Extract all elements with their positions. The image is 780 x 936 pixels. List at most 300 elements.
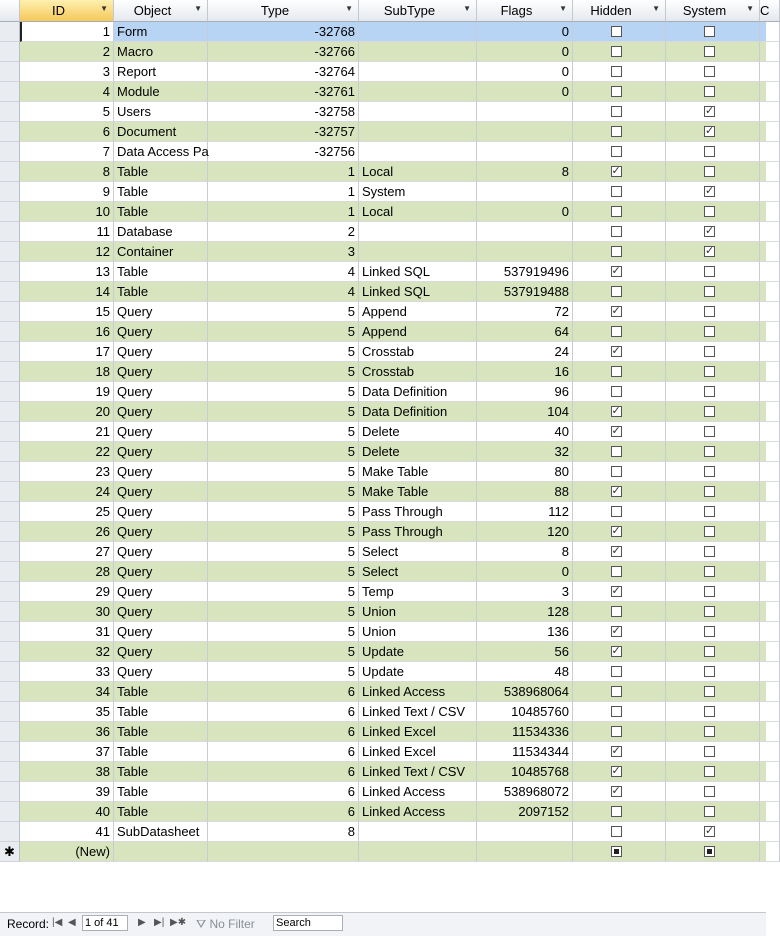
- cell-subtype[interactable]: Pass Through: [359, 522, 477, 542]
- hidden-checkbox[interactable]: [611, 86, 622, 97]
- cell-id[interactable]: 23: [20, 462, 114, 482]
- hidden-checkbox[interactable]: [611, 666, 622, 677]
- system-checkbox[interactable]: [704, 186, 715, 197]
- hidden-checkbox[interactable]: [611, 226, 622, 237]
- cell-type[interactable]: 4: [208, 262, 359, 282]
- cell-object[interactable]: Query: [114, 542, 208, 562]
- row-selector[interactable]: [0, 62, 20, 82]
- cell-type[interactable]: 5: [208, 562, 359, 582]
- cell-subtype[interactable]: Crosstab: [359, 362, 477, 382]
- cell-flags[interactable]: 10485768: [477, 762, 573, 782]
- search-input[interactable]: Search: [273, 915, 343, 931]
- row-selector[interactable]: [0, 282, 20, 302]
- hidden-checkbox[interactable]: [611, 746, 622, 757]
- row-selector[interactable]: [0, 602, 20, 622]
- next-record-icon[interactable]: ▶: [138, 917, 146, 928]
- cell-subtype[interactable]: [359, 42, 477, 62]
- cell-subtype[interactable]: Union: [359, 602, 477, 622]
- cell-type[interactable]: 5: [208, 302, 359, 322]
- cell-id[interactable]: 34: [20, 682, 114, 702]
- cell-system[interactable]: [666, 222, 760, 242]
- column-dropdown-icon[interactable]: ▼: [345, 4, 353, 13]
- row-selector[interactable]: [0, 522, 20, 542]
- cell-c[interactable]: [760, 62, 780, 82]
- system-checkbox[interactable]: [704, 506, 715, 517]
- cell-system[interactable]: [666, 422, 760, 442]
- cell-type[interactable]: 6: [208, 682, 359, 702]
- cell-system[interactable]: [666, 702, 760, 722]
- cell-id[interactable]: 31: [20, 622, 114, 642]
- table-row[interactable]: [20, 662, 766, 682]
- hidden-checkbox[interactable]: [611, 106, 622, 117]
- cell-flags[interactable]: 32: [477, 442, 573, 462]
- cell-id[interactable]: 11: [20, 222, 114, 242]
- cell-type[interactable]: 6: [208, 742, 359, 762]
- row-selector[interactable]: [0, 82, 20, 102]
- cell-system[interactable]: [666, 362, 760, 382]
- cell-hidden[interactable]: [573, 442, 666, 462]
- row-selector[interactable]: [0, 102, 20, 122]
- cell-hidden[interactable]: [573, 742, 666, 762]
- cell-hidden[interactable]: [573, 62, 666, 82]
- table-row[interactable]: [20, 82, 766, 102]
- row-selector[interactable]: [0, 342, 20, 362]
- cell-flags[interactable]: 8: [477, 542, 573, 562]
- hidden-checkbox[interactable]: [611, 566, 622, 577]
- system-checkbox[interactable]: [704, 786, 715, 797]
- hidden-checkbox[interactable]: [611, 66, 622, 77]
- row-selector[interactable]: [0, 142, 20, 162]
- cell-object[interactable]: Query: [114, 402, 208, 422]
- cell-flags[interactable]: 3: [477, 582, 573, 602]
- cell-type[interactable]: 5: [208, 422, 359, 442]
- cell-type[interactable]: 6: [208, 722, 359, 742]
- cell-c[interactable]: [760, 162, 780, 182]
- cell-hidden[interactable]: [573, 302, 666, 322]
- cell-system[interactable]: [666, 842, 760, 862]
- cell-flags[interactable]: 538968072: [477, 782, 573, 802]
- hidden-checkbox[interactable]: [611, 466, 622, 477]
- cell-subtype[interactable]: Select: [359, 542, 477, 562]
- system-checkbox[interactable]: [704, 586, 715, 597]
- table-row[interactable]: [20, 582, 766, 602]
- system-checkbox[interactable]: [704, 46, 715, 57]
- cell-id[interactable]: 2: [20, 42, 114, 62]
- cell-flags[interactable]: 0: [477, 42, 573, 62]
- cell-subtype[interactable]: Local: [359, 162, 477, 182]
- cell-system[interactable]: [666, 762, 760, 782]
- hidden-checkbox[interactable]: [611, 166, 622, 177]
- column-header-c[interactable]: [760, 0, 780, 22]
- cell-flags[interactable]: 104: [477, 402, 573, 422]
- cell-subtype[interactable]: Linked Access: [359, 682, 477, 702]
- table-row[interactable]: [20, 482, 766, 502]
- cell-system[interactable]: [666, 302, 760, 322]
- hidden-checkbox[interactable]: [611, 186, 622, 197]
- table-row[interactable]: [20, 782, 766, 802]
- system-checkbox[interactable]: [704, 626, 715, 637]
- cell-c[interactable]: [760, 302, 780, 322]
- cell-system[interactable]: [666, 502, 760, 522]
- cell-c[interactable]: [760, 282, 780, 302]
- cell-hidden[interactable]: [573, 622, 666, 642]
- cell-type[interactable]: -32766: [208, 42, 359, 62]
- cell-object[interactable]: Query: [114, 502, 208, 522]
- cell-subtype[interactable]: [359, 22, 477, 42]
- cell-flags[interactable]: [477, 222, 573, 242]
- table-row[interactable]: [20, 242, 766, 262]
- cell-hidden[interactable]: [573, 202, 666, 222]
- cell-system[interactable]: [666, 122, 760, 142]
- cell-system[interactable]: [666, 22, 760, 42]
- cell-flags[interactable]: 16: [477, 362, 573, 382]
- column-dropdown-icon[interactable]: ▼: [652, 4, 660, 13]
- cell-system[interactable]: [666, 622, 760, 642]
- cell-id[interactable]: 13: [20, 262, 114, 282]
- cell-subtype[interactable]: Temp: [359, 582, 477, 602]
- system-checkbox[interactable]: [704, 166, 715, 177]
- system-checkbox[interactable]: [704, 286, 715, 297]
- cell-c[interactable]: [760, 102, 780, 122]
- cell-c[interactable]: [760, 342, 780, 362]
- column-dropdown-icon[interactable]: ▼: [194, 4, 202, 13]
- cell-hidden[interactable]: [573, 362, 666, 382]
- cell-flags[interactable]: 48: [477, 662, 573, 682]
- cell-object[interactable]: Query: [114, 462, 208, 482]
- cell-system[interactable]: [666, 382, 760, 402]
- cell-flags[interactable]: 0: [477, 562, 573, 582]
- cell-hidden[interactable]: [573, 482, 666, 502]
- table-row[interactable]: [20, 462, 766, 482]
- cell-subtype[interactable]: Update: [359, 662, 477, 682]
- cell-flags[interactable]: [477, 142, 573, 162]
- hidden-checkbox[interactable]: [611, 446, 622, 457]
- hidden-checkbox[interactable]: [611, 766, 622, 777]
- cell-id[interactable]: 14: [20, 282, 114, 302]
- system-checkbox[interactable]: [704, 206, 715, 217]
- cell-id[interactable]: 27: [20, 542, 114, 562]
- new-record-icon[interactable]: ▶✱: [170, 917, 187, 928]
- cell-id[interactable]: 30: [20, 602, 114, 622]
- hidden-checkbox[interactable]: [611, 726, 622, 737]
- cell-object[interactable]: Query: [114, 562, 208, 582]
- cell-type[interactable]: -32768: [208, 22, 359, 42]
- cell-object[interactable]: Table: [114, 162, 208, 182]
- cell-flags[interactable]: 96: [477, 382, 573, 402]
- cell-flags[interactable]: 8: [477, 162, 573, 182]
- column-header-hidden[interactable]: [573, 0, 666, 22]
- cell-c[interactable]: [760, 82, 780, 102]
- column-header-id[interactable]: [20, 0, 114, 22]
- cell-type[interactable]: 5: [208, 602, 359, 622]
- hidden-checkbox[interactable]: [611, 326, 622, 337]
- cell-system[interactable]: [666, 202, 760, 222]
- hidden-checkbox[interactable]: [611, 306, 622, 317]
- cell-flags[interactable]: 11534336: [477, 722, 573, 742]
- row-selector[interactable]: [0, 542, 20, 562]
- cell-hidden[interactable]: [573, 102, 666, 122]
- cell-type[interactable]: -32758: [208, 102, 359, 122]
- cell-hidden[interactable]: [573, 242, 666, 262]
- cell-id[interactable]: 41: [20, 822, 114, 842]
- cell-subtype[interactable]: Append: [359, 302, 477, 322]
- cell-c[interactable]: [760, 402, 780, 422]
- row-selector[interactable]: [0, 362, 20, 382]
- cell-system[interactable]: [666, 602, 760, 622]
- cell-hidden[interactable]: [573, 402, 666, 422]
- hidden-checkbox[interactable]: [611, 26, 622, 37]
- cell-type[interactable]: 5: [208, 662, 359, 682]
- table-row[interactable]: [20, 182, 766, 202]
- cell-flags[interactable]: 64: [477, 322, 573, 342]
- cell-id[interactable]: 15: [20, 302, 114, 322]
- cell-flags[interactable]: [477, 122, 573, 142]
- table-row[interactable]: [20, 562, 766, 582]
- hidden-checkbox[interactable]: [611, 206, 622, 217]
- cell-subtype[interactable]: Update: [359, 642, 477, 662]
- row-selector[interactable]: [0, 182, 20, 202]
- cell-subtype[interactable]: [359, 102, 477, 122]
- system-checkbox[interactable]: [704, 326, 715, 337]
- hidden-checkbox[interactable]: [611, 366, 622, 377]
- row-selector[interactable]: [0, 42, 20, 62]
- cell-flags[interactable]: 136: [477, 622, 573, 642]
- cell-id[interactable]: 18: [20, 362, 114, 382]
- cell-object[interactable]: Query: [114, 522, 208, 542]
- cell-subtype[interactable]: Delete: [359, 442, 477, 462]
- cell-type[interactable]: -32761: [208, 82, 359, 102]
- cell-c[interactable]: [760, 322, 780, 342]
- cell-type[interactable]: -32756: [208, 142, 359, 162]
- system-checkbox[interactable]: [704, 486, 715, 497]
- cell-type[interactable]: 5: [208, 322, 359, 342]
- system-checkbox[interactable]: [704, 746, 715, 757]
- table-row[interactable]: [20, 342, 766, 362]
- cell-system[interactable]: [666, 182, 760, 202]
- cell-hidden[interactable]: [573, 502, 666, 522]
- row-selector[interactable]: [0, 582, 20, 602]
- cell-flags[interactable]: 537919488: [477, 282, 573, 302]
- cell-subtype[interactable]: Linked Excel: [359, 722, 477, 742]
- cell-c[interactable]: [760, 482, 780, 502]
- cell-hidden[interactable]: [573, 82, 666, 102]
- cell-id[interactable]: 19: [20, 382, 114, 402]
- row-selector[interactable]: [0, 422, 20, 442]
- table-row[interactable]: [20, 302, 766, 322]
- table-row[interactable]: [20, 362, 766, 382]
- cell-type[interactable]: 5: [208, 462, 359, 482]
- cell-c[interactable]: [760, 622, 780, 642]
- cell-system[interactable]: [666, 542, 760, 562]
- system-checkbox[interactable]: [704, 26, 715, 37]
- row-selector[interactable]: [0, 222, 20, 242]
- cell-subtype[interactable]: Data Definition: [359, 402, 477, 422]
- cell-system[interactable]: [666, 682, 760, 702]
- hidden-checkbox[interactable]: [611, 706, 622, 717]
- row-selector[interactable]: [0, 622, 20, 642]
- row-selector[interactable]: [0, 742, 20, 762]
- row-selector[interactable]: [0, 402, 20, 422]
- cell-c[interactable]: [760, 422, 780, 442]
- system-checkbox[interactable]: [704, 646, 715, 657]
- cell-subtype[interactable]: Append: [359, 322, 477, 342]
- cell-subtype[interactable]: [359, 822, 477, 842]
- table-row[interactable]: [20, 22, 766, 42]
- hidden-checkbox[interactable]: [611, 346, 622, 357]
- cell-flags[interactable]: 0: [477, 202, 573, 222]
- cell-object[interactable]: Query: [114, 582, 208, 602]
- row-selector[interactable]: [0, 322, 20, 342]
- hidden-checkbox[interactable]: [611, 286, 622, 297]
- cell-type[interactable]: 5: [208, 542, 359, 562]
- cell-flags[interactable]: 112: [477, 502, 573, 522]
- cell-id[interactable]: 33: [20, 662, 114, 682]
- cell-id[interactable]: 28: [20, 562, 114, 582]
- cell-subtype[interactable]: Pass Through: [359, 502, 477, 522]
- cell-object[interactable]: Database: [114, 222, 208, 242]
- table-row[interactable]: [20, 522, 766, 542]
- cell-system[interactable]: [666, 822, 760, 842]
- row-selector[interactable]: [0, 702, 20, 722]
- cell-hidden[interactable]: [573, 582, 666, 602]
- cell-flags[interactable]: 40: [477, 422, 573, 442]
- cell-flags[interactable]: [477, 182, 573, 202]
- table-row[interactable]: [20, 402, 766, 422]
- column-header-object[interactable]: [114, 0, 208, 22]
- cell-object[interactable]: Table: [114, 722, 208, 742]
- cell-hidden[interactable]: [573, 282, 666, 302]
- cell-type[interactable]: 5: [208, 342, 359, 362]
- table-row[interactable]: [20, 382, 766, 402]
- cell-id[interactable]: 1: [20, 22, 114, 42]
- cell-id[interactable]: 8: [20, 162, 114, 182]
- system-checkbox[interactable]: [704, 126, 715, 137]
- select-all-corner[interactable]: [0, 0, 20, 22]
- cell-type[interactable]: 2: [208, 222, 359, 242]
- cell-hidden[interactable]: [573, 322, 666, 342]
- cell-c[interactable]: [760, 682, 780, 702]
- cell-type[interactable]: 5: [208, 402, 359, 422]
- cell-id[interactable]: 38: [20, 762, 114, 782]
- new-record-row[interactable]: [20, 842, 766, 862]
- cell-system[interactable]: [666, 522, 760, 542]
- cell-system[interactable]: [666, 462, 760, 482]
- previous-record-icon[interactable]: ◀: [68, 917, 76, 928]
- cell-subtype[interactable]: [359, 142, 477, 162]
- cell-id[interactable]: 40: [20, 802, 114, 822]
- cell-object[interactable]: Report: [114, 62, 208, 82]
- table-row[interactable]: [20, 322, 766, 342]
- table-row[interactable]: [20, 822, 766, 842]
- cell-subtype[interactable]: Local: [359, 202, 477, 222]
- cell-c[interactable]: [760, 142, 780, 162]
- cell-id[interactable]: 37: [20, 742, 114, 762]
- row-selector[interactable]: [0, 162, 20, 182]
- table-row[interactable]: [20, 642, 766, 662]
- cell-c[interactable]: [760, 842, 780, 862]
- cell-c[interactable]: [760, 522, 780, 542]
- cell-hidden[interactable]: [573, 222, 666, 242]
- cell-id[interactable]: 29: [20, 582, 114, 602]
- cell-hidden[interactable]: [573, 722, 666, 742]
- cell-subtype[interactable]: Make Table: [359, 482, 477, 502]
- table-row[interactable]: [20, 682, 766, 702]
- cell-object[interactable]: Table: [114, 702, 208, 722]
- cell-object[interactable]: Query: [114, 642, 208, 662]
- hidden-checkbox[interactable]: [611, 146, 622, 157]
- table-row[interactable]: [20, 602, 766, 622]
- first-record-icon[interactable]: |◀: [52, 917, 63, 928]
- system-checkbox[interactable]: [704, 146, 715, 157]
- cell-type[interactable]: 5: [208, 622, 359, 642]
- hidden-checkbox[interactable]: [611, 406, 622, 417]
- cell-system[interactable]: [666, 262, 760, 282]
- cell-hidden[interactable]: [573, 642, 666, 662]
- system-checkbox[interactable]: [704, 66, 715, 77]
- cell-object[interactable]: Table: [114, 682, 208, 702]
- cell-system[interactable]: [666, 482, 760, 502]
- last-record-icon[interactable]: ▶|: [154, 917, 165, 928]
- cell-object[interactable]: Table: [114, 262, 208, 282]
- table-row[interactable]: [20, 262, 766, 282]
- cell-c[interactable]: [760, 122, 780, 142]
- cell-id[interactable]: 6: [20, 122, 114, 142]
- cell-hidden[interactable]: [573, 422, 666, 442]
- table-row[interactable]: [20, 542, 766, 562]
- cell-type[interactable]: 5: [208, 382, 359, 402]
- cell-c[interactable]: [760, 602, 780, 622]
- cell-object[interactable]: Table: [114, 742, 208, 762]
- row-selector[interactable]: [0, 662, 20, 682]
- row-selector[interactable]: [0, 462, 20, 482]
- cell-system[interactable]: [666, 642, 760, 662]
- cell-system[interactable]: [666, 42, 760, 62]
- table-row[interactable]: [20, 622, 766, 642]
- hidden-checkbox[interactable]: [611, 826, 622, 837]
- hidden-checkbox[interactable]: [611, 526, 622, 537]
- cell-system[interactable]: [666, 742, 760, 762]
- cell-type[interactable]: 6: [208, 802, 359, 822]
- cell-flags[interactable]: 88: [477, 482, 573, 502]
- cell-subtype[interactable]: Crosstab: [359, 342, 477, 362]
- cell-system[interactable]: [666, 402, 760, 422]
- hidden-checkbox[interactable]: [611, 626, 622, 637]
- cell-flags[interactable]: 0: [477, 22, 573, 42]
- cell-flags[interactable]: 72: [477, 302, 573, 322]
- system-checkbox[interactable]: [704, 806, 715, 817]
- table-row[interactable]: [20, 282, 766, 302]
- cell-c[interactable]: [760, 802, 780, 822]
- cell-object[interactable]: Macro: [114, 42, 208, 62]
- hidden-checkbox[interactable]: [611, 266, 622, 277]
- column-dropdown-icon[interactable]: ▼: [100, 4, 108, 13]
- cell-c[interactable]: [760, 502, 780, 522]
- cell-subtype[interactable]: [359, 242, 477, 262]
- cell-hidden[interactable]: [573, 602, 666, 622]
- cell-subtype[interactable]: Data Definition: [359, 382, 477, 402]
- cell-hidden[interactable]: [573, 542, 666, 562]
- cell-type[interactable]: 5: [208, 502, 359, 522]
- column-dropdown-icon[interactable]: ▼: [559, 4, 567, 13]
- system-checkbox[interactable]: [704, 526, 715, 537]
- new-record-selector-icon[interactable]: ✱: [0, 842, 20, 862]
- cell-flags[interactable]: 128: [477, 602, 573, 622]
- system-checkbox[interactable]: [704, 766, 715, 777]
- table-row[interactable]: [20, 702, 766, 722]
- cell-id[interactable]: 21: [20, 422, 114, 442]
- cell-type[interactable]: 6: [208, 702, 359, 722]
- cell-hidden[interactable]: [573, 142, 666, 162]
